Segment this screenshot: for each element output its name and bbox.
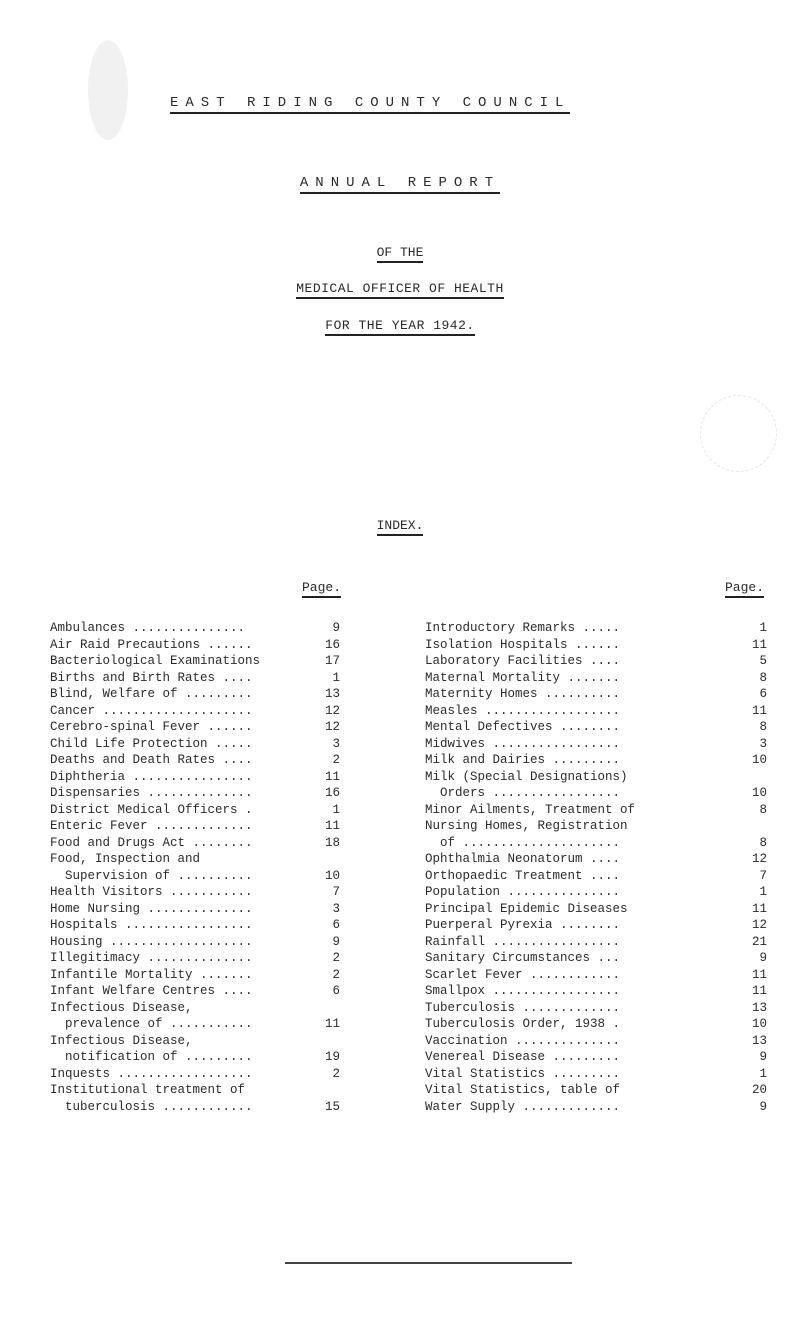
index-entry-label: Measles .................. [425,703,621,718]
index-entry [425,785,767,802]
index-entry [425,1099,767,1116]
index-entry-label: Tuberculosis ............. [425,1000,621,1015]
paper-stain [88,40,128,140]
index-entry-page: 1 [332,802,340,817]
index-entry-label: Vaccination .............. [425,1033,621,1048]
index-entry [50,950,340,967]
index-entry-label: Minor Ailments, Treatment of [425,802,636,817]
index-entry-page: 6 [332,918,340,932]
index-entry-page: 19 [324,1050,340,1064]
index-entry-label: Puerperal Pyrexia ........ [425,918,621,932]
index-entry [50,818,340,835]
index-entry [50,1099,340,1116]
index-entry-label: Smallpox ................. [425,984,621,998]
index-entry [425,686,767,703]
index-entry-page: 7 [332,885,340,899]
index-entry-page: 12 [751,918,767,932]
index-entry-label: Population ............... [425,885,621,899]
index-entry-page: 13 [751,1000,767,1015]
index-entry-label: Enteric Fever ............. [50,819,253,833]
index-entry-label: Cancer .................... [50,703,253,718]
index-entry-page [316,851,340,868]
index-entry [50,934,340,951]
index-entry-label: Tuberculosis Order, 1938 . [425,1017,621,1031]
index-entry-label: Hospitals ................. [50,918,253,932]
index-entry [425,967,767,984]
index-entry-label: Milk and Dairies ......... [425,753,621,767]
index-entry-page: 11 [751,637,767,652]
page-column-header-right: Page. [725,580,764,595]
index-entry-label: District Medical Officers . [50,802,253,817]
index-entry-label: Health Visitors ........... [50,885,253,899]
index-entry-page: 20 [751,1083,767,1097]
index-title: INDEX. [0,518,800,533]
index-entry [425,934,767,951]
index-entry-page: 8 [759,720,767,734]
index-entry [425,736,767,753]
index-entry-label: Infectious Disease, [50,1000,193,1015]
index-entry-page: 12 [751,852,767,866]
index-entry-label: Cerebro-spinal Fever ...... [50,720,253,734]
index-entry-label: Venereal Disease ......... [425,1050,621,1064]
index-entry-label: Laboratory Facilities .... [425,654,621,668]
index-entry-page: 13 [324,687,340,701]
index-entry-label: Food, Inspection and [50,852,201,866]
index-entry-label: Food and Drugs Act ........ [50,835,253,850]
index-entry [425,1000,767,1017]
index-entry-page: 11 [324,819,340,833]
index-entry [50,1082,340,1099]
index-entry-label: Rainfall ................. [425,934,621,949]
index-entry-page: 2 [332,951,340,965]
index-entry-page: 1 [332,670,340,685]
index-entry-label: Vital Statistics ......... [425,1066,621,1081]
index-entry-label: Orders ................. [425,786,621,800]
index-entry [50,653,340,670]
index-entry [425,917,767,934]
index-entry-page: 6 [332,984,340,998]
index-entry-label: tuberculosis ............ [50,1099,253,1114]
index-entry-page: 11 [751,901,767,916]
index-entry-label: Housing ................... [50,934,253,949]
index-entry [425,769,767,786]
index-entry [50,1033,340,1050]
index-entry-label: Ambulances ............... [50,621,246,635]
index-entry [50,868,340,885]
index-entry [425,1016,767,1033]
index-entry-page [316,1082,340,1099]
index-entry-page: 11 [751,984,767,998]
index-entry-page: 2 [332,753,340,767]
index-entry-label: Mental Defectives ........ [425,720,621,734]
index-entry [50,703,340,720]
index-entry-label: Supervision of .......... [50,868,253,883]
index-entry-label: Vital Statistics, table of [425,1083,621,1097]
index-entry-page: 10 [751,753,767,767]
index-entry-label: Isolation Hospitals ...... [425,637,621,652]
index-entry-page: 12 [324,703,340,718]
index-entry-label: Maternal Mortality ....... [425,670,621,685]
index-entry-page: 8 [759,835,767,850]
index-entry-page: 1 [759,885,767,899]
report-title: ANNUAL REPORT [0,175,800,191]
index-entry [425,1049,767,1066]
index-entry [50,637,340,654]
index-entry-page [743,769,767,786]
index-entry [425,719,767,736]
index-entry-page: 8 [759,670,767,685]
index-entry [50,851,340,868]
index-entry-page: 5 [759,654,767,668]
index-entry-page: 9 [332,621,340,635]
index-entry-label: Inquests .................. [50,1066,253,1081]
index-entry-label: Introductory Remarks ..... [425,621,621,635]
officer-title: MEDICAL OFFICER OF HEALTH [0,281,800,296]
index-entry [425,620,767,637]
faint-stamp-mark [700,395,777,472]
index-entry-label: Blind, Welfare of ......... [50,687,253,701]
index-entry-label: Infectious Disease, [50,1033,193,1048]
index-entry-label: Births and Birth Rates .... [50,670,253,685]
index-entry [50,802,340,819]
index-entry-page: 2 [332,967,340,982]
index-entry [425,901,767,918]
index-entry [50,884,340,901]
index-entry [425,670,767,687]
index-entry-page: 16 [324,637,340,652]
index-entry [425,1033,767,1050]
index-entry-label: Sanitary Circumstances ... [425,951,621,965]
index-entry-label: Infant Welfare Centres .... [50,984,253,998]
index-entry-page: 10 [751,1017,767,1031]
index-entry [50,719,340,736]
index-entry [425,983,767,1000]
index-entry-label: of ..................... [425,835,621,850]
index-entry [50,769,340,786]
index-entry-page: 9 [759,1050,767,1064]
index-entry [425,1066,767,1083]
index-entry [425,703,767,720]
index-entry-page [743,818,767,835]
index-entry [425,884,767,901]
index-entry-page: 3 [759,736,767,751]
index-entry-label: Midwives ................. [425,736,621,751]
index-entry-page: 10 [751,786,767,800]
index-entry-label: Institutional treatment of [50,1083,246,1097]
page-column-header-left: Page. [302,580,341,595]
index-entry [425,851,767,868]
index-entry-page [316,1000,340,1017]
index-entry-page: 1 [759,1066,767,1081]
index-entry-page: 3 [332,901,340,916]
index-entry-page: 13 [751,1033,767,1048]
index-entry-page: 21 [751,934,767,949]
index-entry [425,868,767,885]
bottom-rule [285,1262,572,1264]
index-entry [425,950,767,967]
index-entry-label: Milk (Special Designations) [425,769,628,784]
index-entry-page: 7 [759,868,767,883]
index-entry-label: Deaths and Death Rates .... [50,753,253,767]
index-entry [425,835,767,852]
index-entry-page: 9 [759,1099,767,1114]
index-entry [50,736,340,753]
index-left-column [50,620,340,1115]
index-entry-label: Water Supply ............. [425,1099,621,1114]
index-entry-page: 11 [751,703,767,718]
index-entry [50,835,340,852]
index-entry-page: 11 [324,1017,340,1031]
index-right-column [425,620,767,1115]
index-entry-page: 12 [324,720,340,734]
index-entry [425,637,767,654]
index-entry [50,1000,340,1017]
index-entry [50,917,340,934]
index-entry-page [316,1033,340,1050]
index-entry [50,752,340,769]
index-entry [425,802,767,819]
index-entry-page: 9 [332,934,340,949]
index-entry [50,901,340,918]
index-entry [50,785,340,802]
index-entry [425,818,767,835]
index-entry-label: notification of ......... [50,1050,253,1064]
index-entry [50,967,340,984]
index-entry-page: 10 [324,868,340,883]
index-entry [50,620,340,637]
index-entry-label: Diphtheria ................ [50,769,253,784]
index-entry-page: 6 [759,687,767,701]
index-entry-label: Bacteriological Examinations [50,654,261,668]
index-entry-page: 18 [324,835,340,850]
index-entry [425,1082,767,1099]
index-entry-label: Infantile Mortality ....... [50,967,253,982]
index-entry-label: Home Nursing .............. [50,901,253,916]
index-entry-page: 15 [324,1099,340,1114]
index-entry-page: 8 [759,802,767,817]
index-entry-page: 16 [324,786,340,800]
index-entry-label: Scarlet Fever ............ [425,967,621,982]
index-entry [425,752,767,769]
index-entry-label: Child Life Protection ..... [50,736,253,751]
index-entry-label: Principal Epidemic Diseases [425,901,628,916]
index-entry-label: Orthopaedic Treatment .... [425,868,621,883]
index-entry-label: Ophthalmia Neonatorum .... [425,852,621,866]
index-entry [50,686,340,703]
index-entry-page: 9 [759,951,767,965]
index-entry-label: Air Raid Precautions ...... [50,637,253,652]
index-entry-page: 1 [759,621,767,635]
index-entry-label: Nursing Homes, Registration [425,819,628,833]
report-year: FOR THE YEAR 1942. [0,318,800,333]
index-entry-label: Illegitimacy .............. [50,951,253,965]
index-entry [50,1066,340,1083]
index-entry-label: Maternity Homes .......... [425,687,621,701]
index-entry-page: 11 [751,967,767,982]
index-entry-label: Dispensaries .............. [50,786,253,800]
index-entry-page: 17 [324,654,340,668]
index-entry [50,1049,340,1066]
index-entry [50,983,340,1000]
index-entry-label: prevalence of ........... [50,1017,253,1031]
council-name: EAST RIDING COUNTY COUNCIL [170,95,570,114]
of-the-line: OF THE [0,245,800,260]
index-entry [50,670,340,687]
index-entry-page: 11 [324,769,340,784]
index-entry-page: 2 [332,1066,340,1081]
index-entry [50,1016,340,1033]
index-entry-page: 3 [332,736,340,751]
index-entry [425,653,767,670]
